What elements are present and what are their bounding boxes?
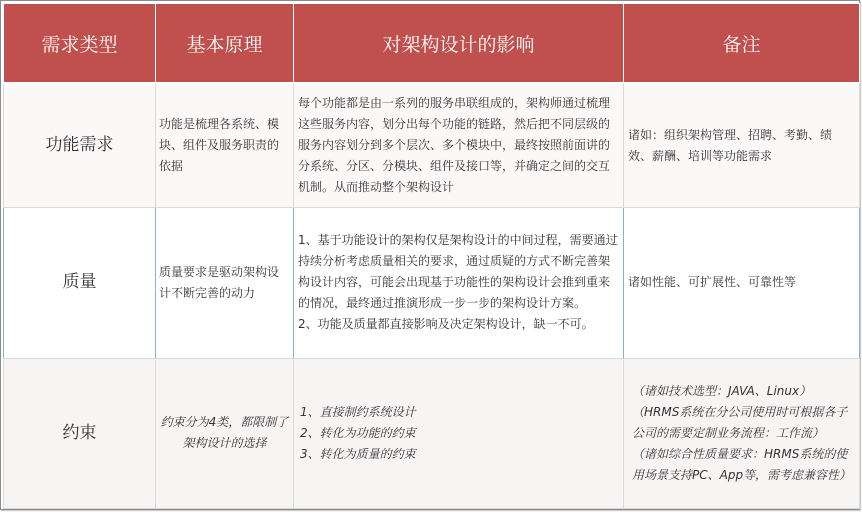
cell-impact bbox=[294, 208, 624, 358]
impact-paragraph: 1、直接制约系统设计 bbox=[300, 404, 416, 419]
requirements-table bbox=[3, 3, 860, 509]
cell-principle: 质量要求是驱动架构设计不断完善的动力 bbox=[156, 208, 294, 358]
cell-note bbox=[624, 83, 860, 208]
note-paragraph: （诸如技术选型：JAVA、Linux） bbox=[632, 383, 812, 398]
impact-paragraph: 2、转化为功能的约束 bbox=[300, 425, 416, 440]
impact-paragraph: 1、基于功能设计的架构仅是架构设计的中间过程，需要通过持续分析考虑质量相关的要求，通过质疑的方式不断完善架构设计内容，可能会出现基于功能性的架构设计会推到重来的情况，最终通过推演形成一步一步的架构设计方案。 bbox=[298, 233, 618, 311]
cell-note bbox=[624, 358, 860, 508]
cell-type: 约束 bbox=[4, 358, 156, 508]
table-row bbox=[4, 208, 860, 358]
table-row bbox=[4, 83, 860, 208]
impact-paragraph: 每个功能都是由一系列的服务串联组成的，架构师通过梳理这些服务内容，划分出每个功能的链路，然后把不同层级的服务内容划分到多个层次、多个模块中，最终按照前面讲的分系统、分区、分模块、组件及接口等，并确定之间的交互机制。从而推动整个架构设计 bbox=[298, 96, 611, 195]
cell-impact bbox=[294, 83, 624, 208]
impact-paragraph: 3、转化为质量的约束 bbox=[300, 446, 416, 461]
cell-principle: 功能是梳理各系统、模块、组件及服务职责的依据 bbox=[156, 83, 294, 208]
table-row bbox=[4, 358, 860, 508]
cell-principle: 约束分为4类，都限制了架构设计的选择 bbox=[156, 358, 294, 508]
header-requirement-type: 需求类型 bbox=[4, 4, 156, 84]
impact-paragraph: 2、功能及质量都直接影响及决定架构设计，缺一不可。 bbox=[298, 317, 594, 332]
cell-type: 功能需求 bbox=[4, 83, 156, 208]
cell-impact bbox=[294, 358, 624, 508]
header-basic-principle: 基本原理 bbox=[156, 4, 294, 84]
note-paragraph: 诸如性能、可扩展性、可靠性等 bbox=[628, 275, 797, 290]
header-row bbox=[4, 4, 860, 84]
note-paragraph: （诸如综合性质量要求：HRMS系统的使用场景支持PC、App等，需考虑兼容性） bbox=[632, 446, 852, 482]
header-notes: 备注 bbox=[624, 4, 860, 84]
note-paragraph: 诸如：组织架构管理、招聘、考勤、绩效、薪酬、培训等功能需求 bbox=[628, 127, 833, 163]
note-paragraph: （HRMS系统在分公司使用时可根据各子公司的需要定制业务流程：工作流） bbox=[632, 404, 848, 440]
header-architecture-impact: 对架构设计的影响 bbox=[294, 4, 624, 84]
cell-note bbox=[624, 208, 860, 358]
cell-type: 质量 bbox=[4, 208, 156, 358]
